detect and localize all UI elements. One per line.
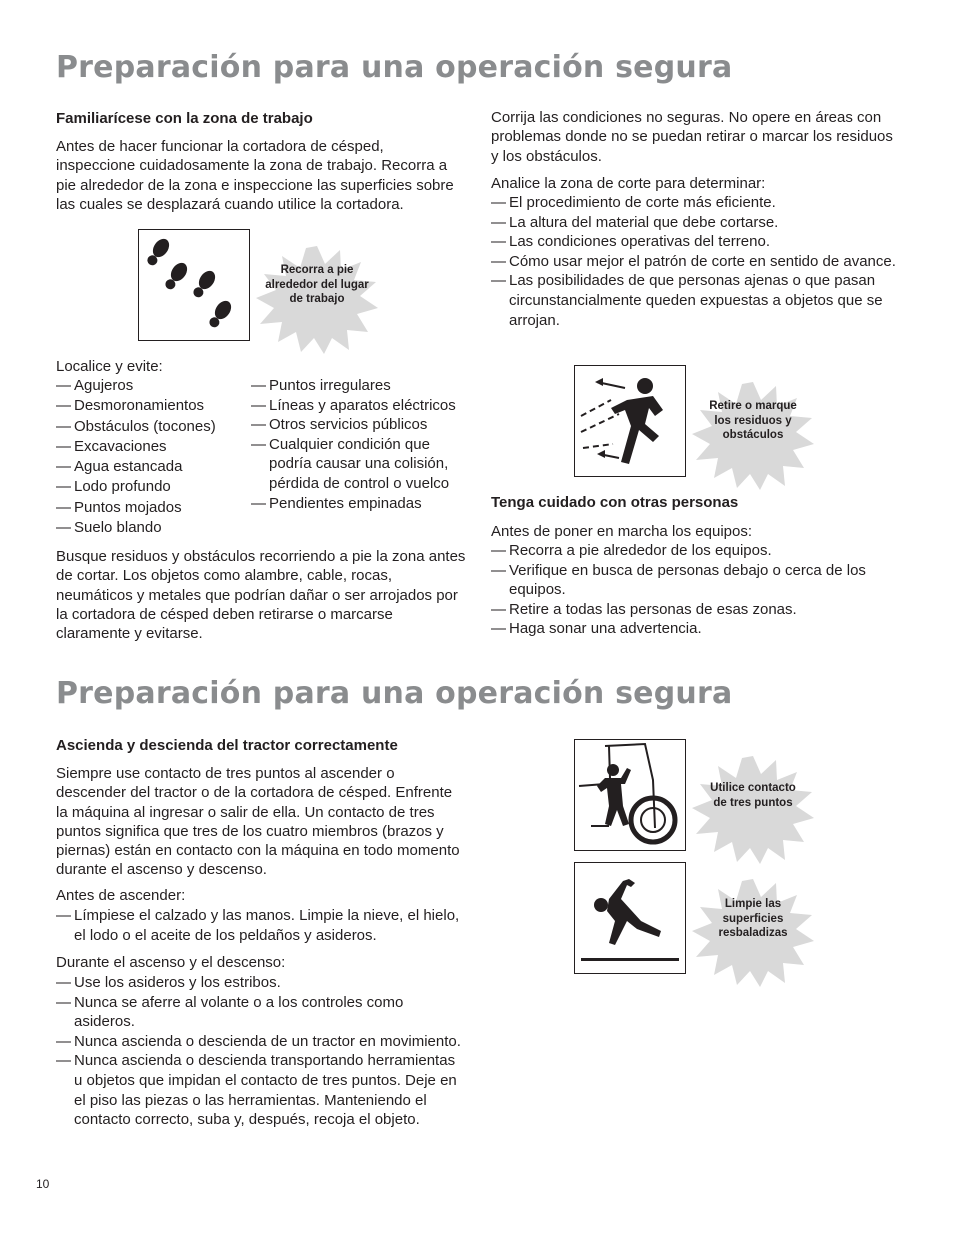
list-item: — Puntos mojados <box>56 498 246 518</box>
slippery-badge-line-2: superficies <box>722 912 784 925</box>
list-item: — El procedimiento de corte más eficiente. <box>491 193 901 213</box>
three-point-contact-icon <box>575 740 684 849</box>
walk-badge-line-1: Recorra a pie <box>280 264 354 276</box>
others-list <box>491 541 901 639</box>
others-label: Antes de poner en marcha los equipos: <box>491 523 752 540</box>
slippery-badge <box>690 877 816 989</box>
list-item: — Suelo blando <box>56 518 246 538</box>
list-item: — Pendientes empinadas <box>251 494 466 514</box>
list-item: — Nunca se aferre al volante o a los controles como asideros. <box>56 993 466 1032</box>
walk-badge <box>254 244 380 356</box>
list-item: — Haga sonar una advertencia. <box>491 619 901 639</box>
list-item: — Retire a todas las personas de esas zonas. <box>491 600 901 620</box>
slippery-badge-line-3: resbaladizas <box>718 927 788 939</box>
hazards-right-list <box>251 376 466 513</box>
list-item: — Límpiese el calzado y las manos. Limpie la nieve, el hielo, el lodo o el aceite de los peldaños y asideros. <box>56 906 466 945</box>
debris-badge <box>690 380 816 492</box>
list-item: — Verifique en busca de personas debajo o cerca de los equipos. <box>491 561 901 600</box>
during-label: Durante el ascenso y el descenso: <box>56 954 286 971</box>
during-list <box>56 973 466 1130</box>
three-point-badge <box>690 754 816 866</box>
three-point-badge-line-1: Utilice contacto <box>710 782 796 794</box>
slip-fall-icon <box>575 863 684 972</box>
list-item: — Las condiciones operativas del terreno. <box>491 232 901 252</box>
walk-badge-line-3: de trabajo <box>289 293 345 305</box>
list-item: — Agujeros <box>56 376 246 396</box>
three-point-pictogram <box>574 739 686 851</box>
list-item: — Desmoronamientos <box>56 396 246 416</box>
list-item: — Las posibilidades de que personas ajenas o que pasan circunstancialmente queden expuestas a objetos que se arrojan. <box>491 271 901 330</box>
locate-label: Localice y evite: <box>56 358 163 375</box>
footprints-pictogram <box>138 229 250 341</box>
list-item: — Agua estancada <box>56 457 246 477</box>
list-item: — La altura del material que debe cortarse. <box>491 213 901 233</box>
list-item: — Puntos irregulares <box>251 376 466 396</box>
list-item: — Cómo usar mejor el patrón de corte en sentido de avance. <box>491 252 901 272</box>
list-item: — Use los asideros y los estribos. <box>56 973 466 993</box>
tractor-heading: Ascienda y descienda del tractor correctamente <box>56 737 398 754</box>
footprints-icon <box>139 230 248 339</box>
list-item: — Líneas y aparatos eléctricos <box>251 396 466 416</box>
list-item: — Cualquier condición que podría causar una colisión, pérdida de control o vuelco <box>251 435 466 494</box>
three-point-badge-line-2: de tres puntos <box>713 796 793 809</box>
walk-badge-line-2: alrededor del lugar <box>265 278 369 291</box>
slippery-pictogram <box>574 862 686 974</box>
list-item: — Nunca ascienda o descienda transportando herramientas u objetos que impidan el contacto de tres puntos. Deje en el piso las piezas o las herramientas. Manteniendo el contacto correcto, suba y, después, recoja el objeto. <box>56 1051 466 1129</box>
hazards-left-list <box>56 376 246 538</box>
list-item: — Recorra a pie alrededor de los equipos. <box>491 541 901 561</box>
before-list <box>56 906 466 945</box>
work-zone-heading: Familiarícese con la zona de trabajo <box>56 110 313 127</box>
debris-badge-line-1: Retire o marque <box>709 400 797 412</box>
unsafe-conditions-text: Corrija las condiciones no seguras. No opere en áreas con problemas donde no se puedan retirar o marcar los residuos y los obstáculos. <box>491 109 893 165</box>
analyze-label: Analice la zona de corte para determinar: <box>491 175 766 192</box>
thrown-objects-icon <box>575 366 684 475</box>
starburst-icon <box>690 754 816 866</box>
others-heading: Tenga cuidado con otras personas <box>491 494 739 511</box>
page-title-2: Preparación para una operación segura <box>56 676 733 711</box>
debris-badge-line-2: los residuos y <box>714 414 792 427</box>
debris-badge-line-3: obstáculos <box>722 429 784 441</box>
work-zone-intro: Antes de hacer funcionar la cortadora de césped, inspeccione cuidadosamente la zona de trabajo. Recorra a pie alrededor de la zona e inspeccione las superficies sobre las cuales se desplazará cuando utilice la cortadora. <box>56 138 454 213</box>
tractor-intro: Siempre use contacto de tres puntos al ascender o descender del tractor o de la cortadora de césped. Enfrente la máquina al ingresar o salir de ella. Un contacto de tres puntos significa que tres de los cuatro miembros (brazos y piernas) están en contacto con la máquina en todo momento durante el ascenso y descenso. <box>56 765 460 879</box>
slippery-badge-line-1: Limpie las <box>724 898 782 910</box>
analyze-list <box>491 193 901 330</box>
before-label: Antes de ascender: <box>56 887 186 904</box>
page-title-1: Preparación para una operación segura <box>56 50 733 85</box>
list-item: — Excavaciones <box>56 437 246 457</box>
list-item: — Otros servicios públicos <box>251 415 466 435</box>
debris-text: Busque residuos y obstáculos recorriendo a pie la zona antes de cortar. Los objetos como alambre, cable, rocas, neumáticos y metales que podrían dañar o ser arrojados por la cortadora de césped deben retirarse o marcarse claramente y evitarse. <box>56 548 466 643</box>
page-number: 10 <box>36 1177 50 1191</box>
thrown-objects-pictogram <box>574 365 686 477</box>
list-item: — Lodo profundo <box>56 477 246 497</box>
list-item: — Obstáculos (tocones) <box>56 417 246 437</box>
list-item: — Nunca ascienda o descienda de un tractor en movimiento. <box>56 1032 466 1052</box>
